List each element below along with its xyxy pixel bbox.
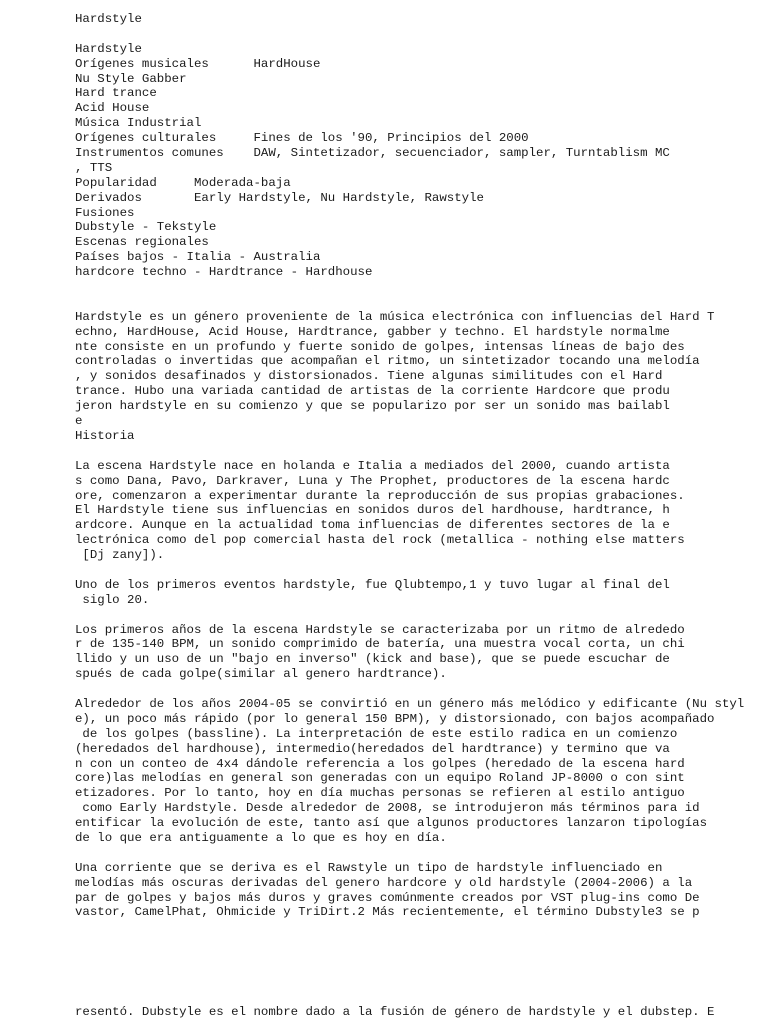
- text-line: siglo 20.: [75, 592, 150, 607]
- text-line: Acid House: [75, 101, 150, 116]
- text-line: , TTS: [75, 160, 113, 175]
- text-line: como Early Hardstyle. Desde alrededor de 2008, se introdujeron más términos para id: [75, 801, 700, 816]
- text-line: Hard trance: [75, 86, 157, 101]
- blank-line: [75, 295, 765, 310]
- text-line: El Hardstyle tiene sus influencias en sonidos duros del hardhouse, hardtrance, h: [75, 503, 670, 518]
- text-line: jeron hardstyle en su comienzo y que se popularizo por ser un sonido mas bailabl: [75, 399, 670, 414]
- text-line: n con un conteo de 4x4 dándole referencia a los golpes (heredado de la escena hard: [75, 756, 685, 771]
- text-line: echno, HardHouse, Acid House, Hardtrance, gabber y techno. El hardstyle normalme: [75, 324, 670, 339]
- blank-line: [75, 682, 765, 697]
- text-line: Orígenes culturales Fines de los '90, Principios del 2000: [75, 131, 529, 146]
- text-line: spués de cada golpe(similar al genero hardtrance).: [75, 667, 447, 682]
- text-line: vastor, CamelPhat, Ohmicide y TriDirt.2 Más recientemente, el término Dubstyle3 se p: [75, 905, 700, 920]
- text-line: Derivados Early Hardstyle, Nu Hardstyle, Rawstyle: [75, 190, 484, 205]
- text-line: Hardstyle: [75, 12, 142, 26]
- text-line: e: [75, 414, 83, 429]
- text-line: lectrónica como del pop comercial hasta del rock (metallica - nothing else matters: [75, 533, 685, 548]
- text-line: melodías más oscuras derivadas del genero hardcore y old hardstyle (2004-2006) a la: [75, 875, 693, 890]
- text-line: ardcore. Aunque en la actualidad toma influencias de diferentes sectores de la e: [75, 518, 670, 533]
- blank-line: [75, 27, 765, 42]
- blank-line: [75, 280, 765, 295]
- text-line: hardcore techno - Hardtrance - Hardhouse: [75, 265, 373, 280]
- document-continuation-line: resentó. Dubstyle es el nombre dado a la fusión de género de hardstyle y el dubstep. E: [75, 1005, 715, 1019]
- text-line: La escena Hardstyle nace en holanda e Italia a mediados del 2000, cuando artista: [75, 458, 670, 473]
- text-line: Escenas regionales: [75, 235, 209, 250]
- text-line: Historia: [75, 428, 135, 443]
- text-line: r de 135-140 BPM, un sonido comprimido de batería, una muestra vocal corta, un chi: [75, 637, 685, 652]
- text-line: , y sonidos desafinados y distorsionados. Tiene algunas similitudes con el Hard: [75, 369, 663, 384]
- text-line: Una corriente que se deriva es el Rawstyle un tipo de hardstyle influenciado en: [75, 860, 663, 875]
- blank-line: [75, 444, 765, 459]
- text-line: Orígenes musicales HardHouse: [75, 56, 321, 71]
- text-line: de lo que era antiguamente a lo que es hoy en día.: [75, 830, 447, 845]
- blank-line: [75, 846, 765, 861]
- text-line: Hardstyle es un género proveniente de la música electrónica con influencias del Hard T: [75, 309, 715, 324]
- text-line: par de golpes y bajos más duros y graves comúnmente creados por VST plug-ins como De: [75, 890, 700, 905]
- text-line: trance. Hubo una variada cantidad de artistas de la corriente Hardcore que produ: [75, 384, 670, 399]
- document-body: [75, 12, 765, 920]
- text-line: Los primeros años de la escena Hardstyle se caracterizaba por un ritmo de alrededo: [75, 622, 685, 637]
- text-line: Instrumentos comunes DAW, Sintetizador, secuenciador, sampler, Turntablism MC: [75, 146, 670, 161]
- text-line: Nu Style Gabber: [75, 71, 187, 86]
- text-line: Fusiones: [75, 205, 135, 220]
- text-line: Dubstyle - Tekstyle: [75, 220, 217, 235]
- text-line: Uno de los primeros eventos hardstyle, fue Qlubtempo,1 y tuvo lugar al final del: [75, 577, 670, 592]
- text-line: Alrededor de los años 2004-05 se convirtió en un género más melódico y edificante (Nu styl: [75, 696, 745, 711]
- text-line: llido y un uso de un "bajo en inverso" (kick and base), que se puede escuchar de: [75, 652, 670, 667]
- text-line: [Dj zany]).: [75, 548, 165, 563]
- text-line: e), un poco más rápido (por lo general 150 BPM), y distorsionado, con bajos acompañado: [75, 711, 715, 726]
- text-line: de los golpes (bassline). La interpretación de este estilo radica en un comienzo: [75, 726, 678, 741]
- text-line: core)las melodías en general son generadas con un equipo Roland JP-8000 o con sint: [75, 771, 685, 786]
- text-line: etizadores. Por lo tanto, hoy en día muchas personas se refieren al estilo antiguo: [75, 786, 685, 801]
- text-line: Hardstyle: [75, 41, 142, 56]
- text-line: (heredados del hardhouse), intermedio(heredados del hardtrance) y termino que va: [75, 741, 670, 756]
- blank-line: [75, 608, 765, 623]
- text-line: entificar la evolución de este, tanto así que algunos productores lanzaron tipologías: [75, 816, 708, 831]
- text-line: controladas o invertidas que acompañan el ritmo, un sintetizador tocando una melodía: [75, 354, 700, 369]
- text-line: Popularidad Moderada-baja: [75, 175, 291, 190]
- text-line: Música Industrial: [75, 116, 202, 131]
- text-line: ore, comenzaron a experimentar durante la reproducción de sus propias grabaciones.: [75, 488, 685, 503]
- text-line: nte consiste en un profundo y fuerte sonido de golpes, intensas líneas de bajo des: [75, 339, 685, 354]
- text-line: s como Dana, Pavo, Darkraver, Luna y The Prophet, productores de la escena hardc: [75, 473, 670, 488]
- text-line: Países bajos - Italia - Australia: [75, 250, 321, 265]
- blank-line: [75, 563, 765, 578]
